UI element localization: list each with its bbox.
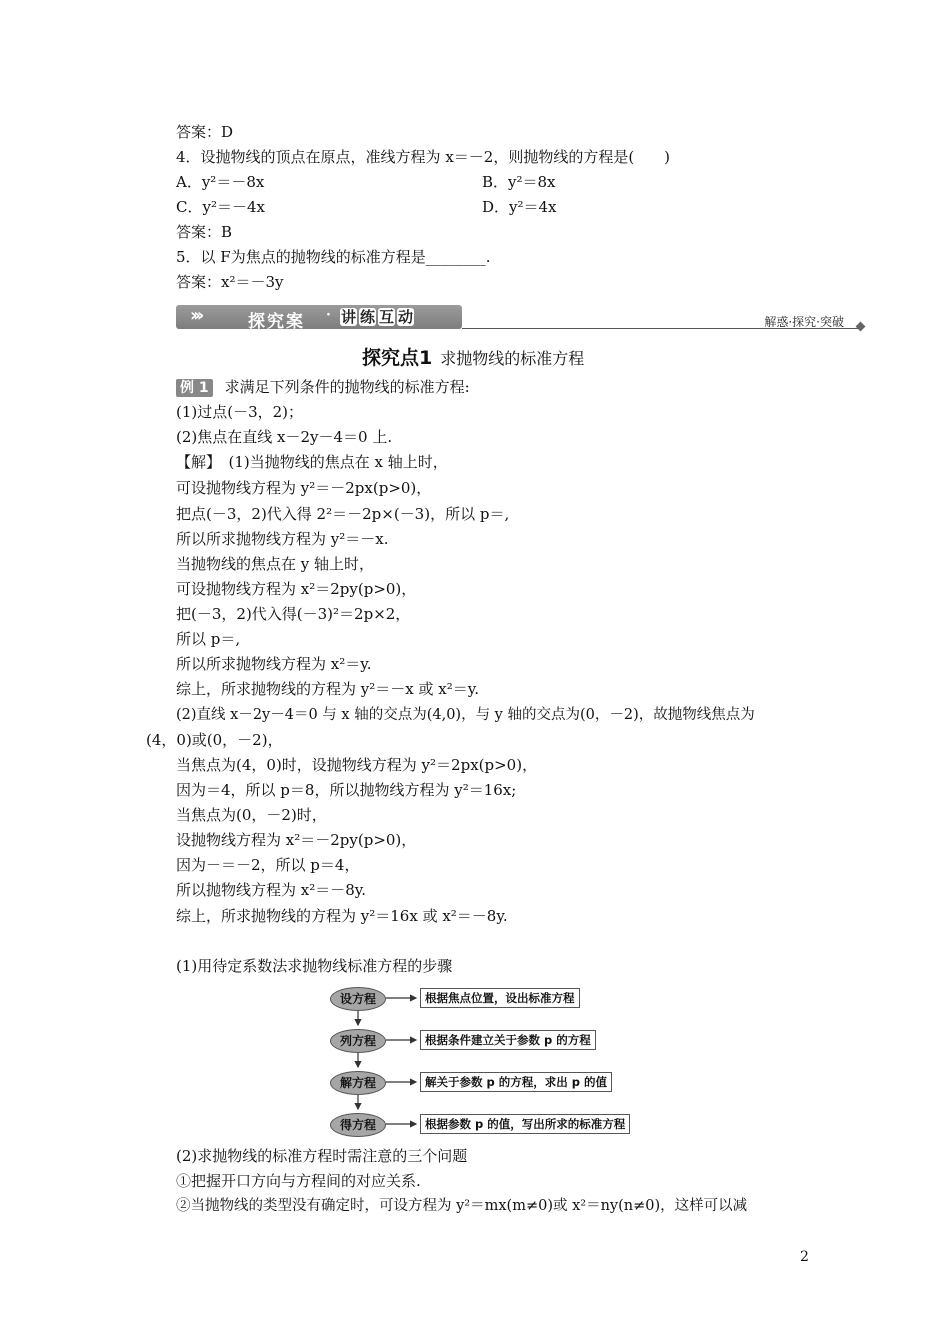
solution-line: 把(－3，2)代入得(－3)²＝2p×2， [176, 605, 411, 623]
option-c: C．y²＝－4x [176, 198, 265, 216]
section-heading-sub: 求抛物线的标准方程 [440, 349, 585, 368]
solution-line: 所以所求抛物线方程为 x²＝y. [176, 655, 372, 673]
solution-line: 当焦点为(4，0)时，设抛物线方程为 y²＝2px(p>0)， [176, 756, 538, 774]
flow-node: 列方程 [330, 1029, 386, 1053]
question-5: 5．以 F为焦点的抛物线的标准方程是________. [176, 248, 491, 266]
option-d: D．y²＝4x [482, 198, 557, 216]
solution-line: 因为＝4，所以 p＝8，所以抛物线方程为 y²＝16x; [176, 781, 517, 799]
solution-line: 可设抛物线方程为 x²＝2py(p>0)， [176, 580, 417, 598]
solution-line: 综上，所求抛物线的方程为 y²＝－x 或 x²＝y. [176, 680, 479, 698]
answer-line: 答案：D [176, 123, 234, 141]
method-heading: (1)用待定系数法求抛物线标准方程的步骤 [176, 957, 453, 975]
example-condition-1: (1)过点(－3，2)； [176, 403, 304, 421]
section-heading [362, 343, 584, 370]
method-note-2: ②当抛物线的类型没有确定时，可设方程为 y²＝mx(m≠0)或 x²＝ny(n≠0)，这样可以减 [176, 1198, 748, 1214]
section-banner [176, 303, 866, 333]
flow-box: 解关于参数 p 的方程，求出 p 的值 [420, 1072, 612, 1092]
diamond-icon [856, 322, 866, 332]
solution-line: 【解】 (1)当抛物线的焦点在 x 轴上时， [176, 453, 448, 471]
answer-line: 答案：x²＝－3y [176, 273, 284, 291]
option-b: B．y²＝8x [482, 173, 556, 191]
banner-sub-char: 讲 [341, 308, 357, 326]
solution-line: (2)直线 x－2y－4＝0 与 x 轴的交点为(4,0)，与 y 轴的交点为(0，－2)，故抛物线焦点为 [176, 707, 755, 723]
solution-line: 因为－＝－2，所以 p＝4， [176, 856, 360, 874]
example-condition-2: (2)焦点在直线 x－2y－4＝0 上. [176, 428, 393, 446]
chevron-right-icon: ››› [190, 305, 201, 326]
question-4: 4．设抛物线的顶点在原点，准线方程为 x＝－2，则抛物线的方程是( ) [176, 148, 671, 166]
flow-box: 根据焦点位置，设出标准方程 [420, 988, 580, 1008]
method-flowchart [330, 987, 660, 1137]
solution-line: 所以 p＝, [176, 630, 241, 648]
flow-node: 设方程 [330, 987, 386, 1011]
banner-title: 探究案 [248, 312, 305, 332]
solution-line: 所以所求抛物线方程为 y²＝－x. [176, 530, 389, 548]
section-heading-main: 探究点1 [362, 347, 433, 369]
flow-node: 解方程 [330, 1071, 386, 1095]
solution-line: (4，0)或(0，－2)， [146, 731, 283, 749]
solution-line: 把点(－3，2)代入得 2²＝－2p×(－3)，所以 p＝, [176, 505, 510, 523]
banner-sub-char: 动 [398, 308, 414, 326]
flow-box: 根据参数 p 的值，写出所求的标准方程 [420, 1114, 630, 1134]
flow-node: 得方程 [330, 1113, 386, 1137]
solution-line: 可设抛物线方程为 y²＝－2px(p>0)， [176, 479, 432, 497]
method-heading-2: (2)求抛物线的标准方程时需注意的三个问题 [176, 1147, 468, 1165]
flow-box: 根据条件建立关于参数 p 的方程 [420, 1030, 596, 1050]
banner-sub-char: 互 [379, 308, 395, 326]
banner-bar [176, 305, 462, 329]
solution-line: 当抛物线的焦点在 y 轴上时， [176, 555, 375, 573]
method-note-1: ①把握开口方向与方程间的对应关系. [176, 1172, 421, 1190]
solution-line: 当焦点为(0，－2)时， [176, 806, 327, 824]
solution-line: 设抛物线方程为 x²＝－2py(p>0)， [176, 831, 417, 849]
solution-line: 综上，所求抛物线的方程为 y²＝16x 或 x²＝－8y. [176, 907, 508, 925]
example-prompt-line [176, 377, 470, 397]
banner-separator: · [326, 307, 331, 323]
banner-subtitle [340, 308, 416, 326]
option-a: A．y²＝－8x [176, 173, 265, 191]
solution-line: 所以抛物线方程为 x²＝－8y. [176, 881, 367, 899]
example-prompt: 求满足下列条件的抛物线的标准方程: [224, 378, 470, 396]
banner-sub-char: 练 [360, 308, 376, 326]
page-number: 2 [800, 1249, 809, 1265]
example-badge: 例 1 [176, 379, 213, 397]
answer-line: 答案：B [176, 223, 233, 241]
banner-tag: 解惑·探究·突破 [764, 315, 844, 329]
